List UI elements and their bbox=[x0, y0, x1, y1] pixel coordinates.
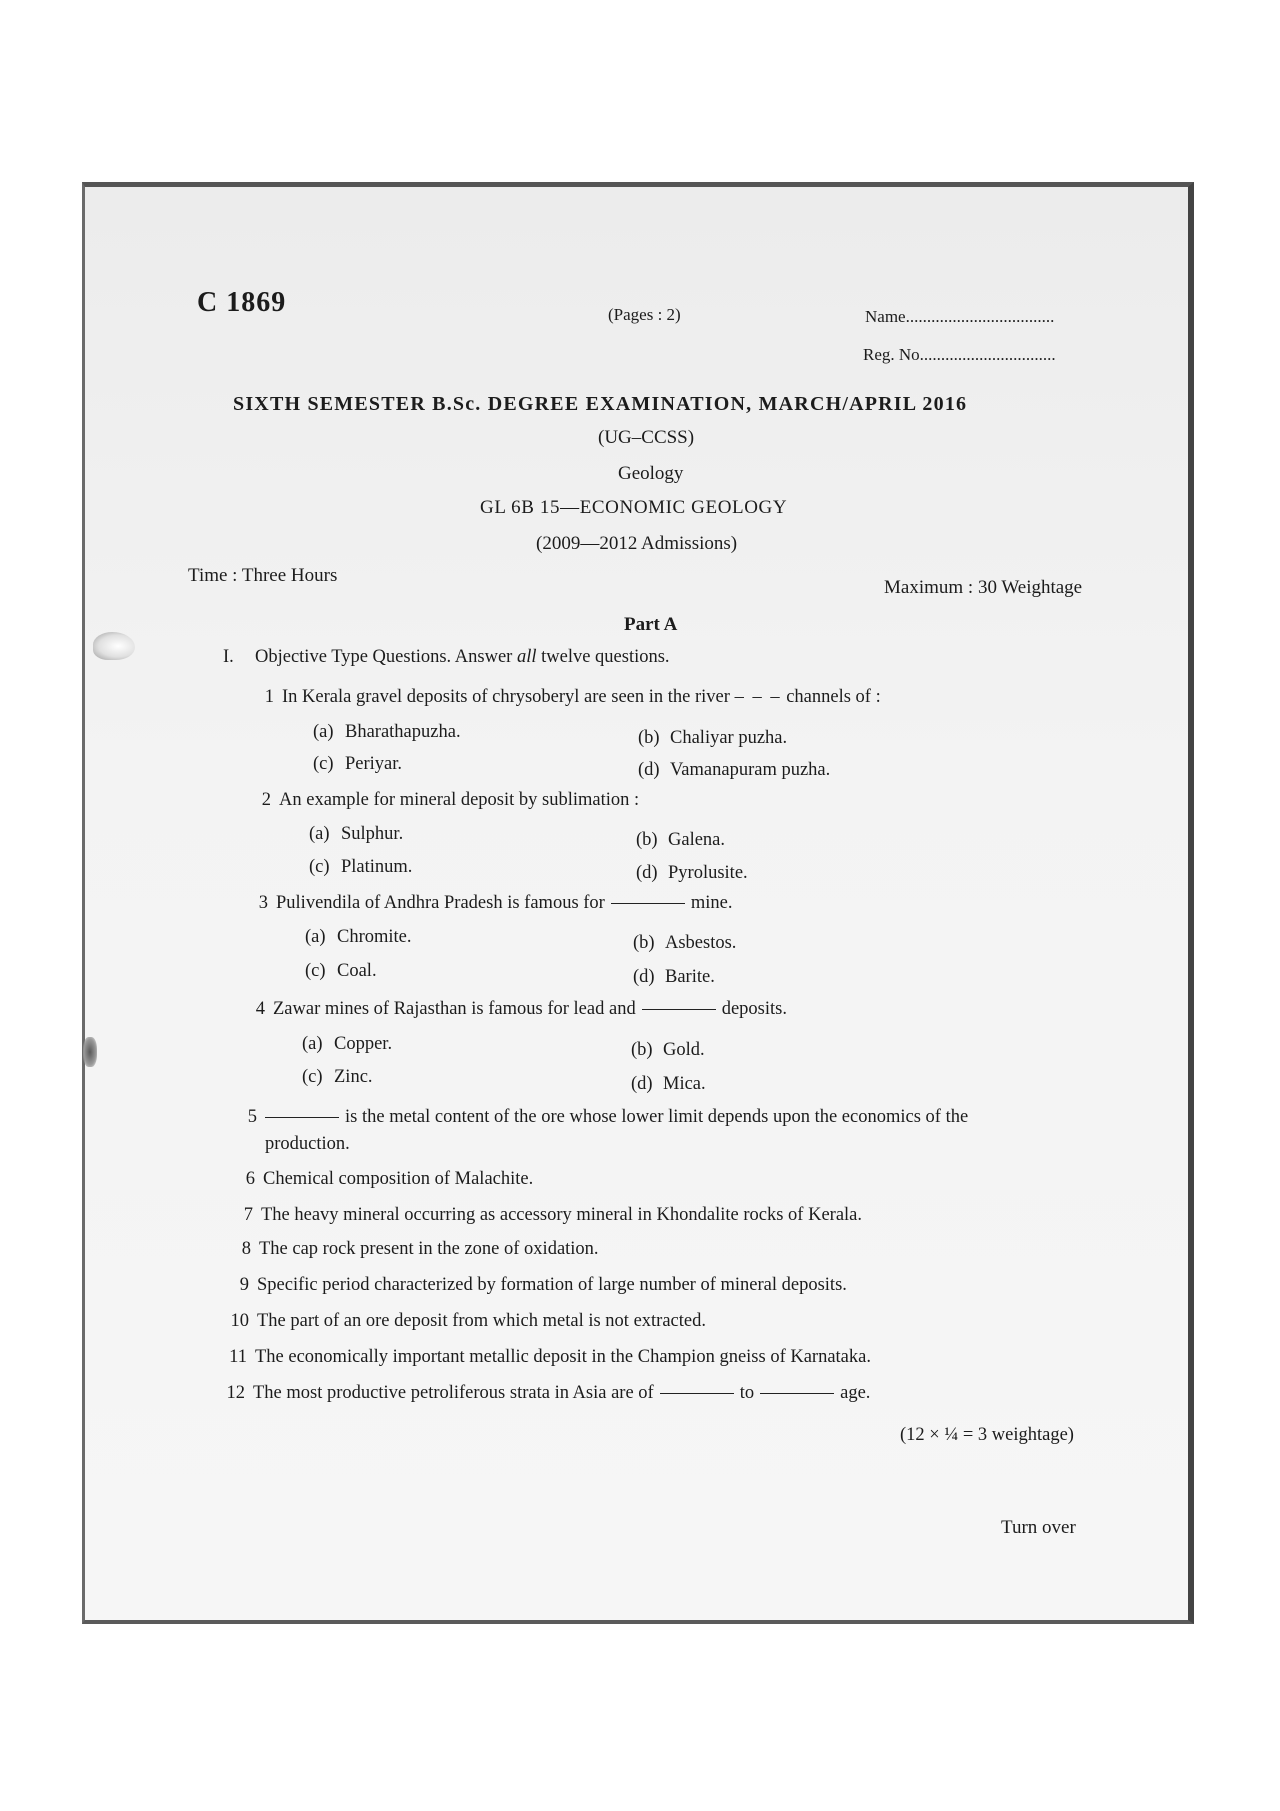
question-number: 2 bbox=[261, 790, 271, 810]
option-label: (b) bbox=[638, 728, 660, 748]
admissions-range: (2009—2012 Admissions) bbox=[536, 533, 738, 554]
option-2c bbox=[309, 857, 412, 878]
option-2b bbox=[636, 830, 725, 851]
instruction-text-end: twelve questions. bbox=[541, 647, 670, 667]
option-3b bbox=[633, 933, 736, 954]
option-label: (c) bbox=[305, 961, 326, 981]
question-blank bbox=[642, 1009, 716, 1010]
question-code: C 1869 bbox=[197, 287, 287, 318]
question-3 bbox=[246, 893, 732, 914]
option-text: Mica. bbox=[663, 1074, 706, 1094]
exam-sheet bbox=[82, 182, 1194, 1624]
question-text: Chemical composition of Malachite. bbox=[263, 1169, 534, 1189]
part-a-heading: Part A bbox=[624, 614, 678, 635]
option-1b bbox=[638, 728, 787, 749]
exam-scheme: (UG–CCSS) bbox=[598, 427, 695, 448]
question-text: The cap rock present in the zone of oxidation. bbox=[259, 1239, 599, 1259]
option-text: Gold. bbox=[663, 1040, 705, 1060]
option-text: Barite. bbox=[665, 967, 715, 987]
question-text-end: mine. bbox=[690, 893, 733, 913]
question-text: Pulivendila of Andhra Pradesh is famous for bbox=[276, 893, 605, 913]
question-9 bbox=[227, 1275, 847, 1296]
question-text: The economically important metallic deposit in the Champion gneiss of Karnataka. bbox=[255, 1347, 871, 1367]
question-number: 3 bbox=[258, 893, 268, 913]
option-1c bbox=[313, 754, 402, 775]
question-text: The heavy mineral occurring as accessory mineral in Khondalite rocks of Kerala. bbox=[261, 1205, 863, 1225]
question-6 bbox=[233, 1169, 533, 1190]
option-3d bbox=[633, 967, 715, 988]
name-field: Name................................... bbox=[865, 307, 1055, 326]
option-label: (d) bbox=[636, 863, 658, 883]
question-12 bbox=[223, 1383, 870, 1404]
question-blank bbox=[265, 1117, 339, 1118]
question-number: 7 bbox=[243, 1205, 253, 1225]
question-text: The most productive petroliferous strata in Asia are of bbox=[253, 1383, 654, 1403]
option-text: Periyar. bbox=[345, 754, 403, 774]
question-text: In Kerala gravel deposits of chrysoberyl are seen in the river bbox=[282, 687, 730, 707]
question-text: Zawar mines of Rajasthan is famous for lead and bbox=[273, 999, 636, 1019]
question-number: 4 bbox=[255, 999, 265, 1019]
option-text: Chromite. bbox=[337, 927, 412, 947]
option-label: (a) bbox=[309, 824, 330, 844]
option-label: (b) bbox=[633, 933, 655, 953]
part-a-instruction bbox=[223, 647, 670, 668]
question-10 bbox=[227, 1311, 706, 1332]
question-text: Specific period characterized by formation of large number of mineral deposits. bbox=[257, 1275, 847, 1295]
question-number: 12 bbox=[226, 1383, 245, 1403]
exam-title: SIXTH SEMESTER B.Sc. DEGREE EXAMINATION, MARCH/APRIL 2016 bbox=[233, 393, 968, 415]
question-text-end: age. bbox=[840, 1383, 871, 1403]
question-text-end: deposits. bbox=[721, 999, 787, 1019]
option-label: (d) bbox=[638, 760, 660, 780]
option-label: (a) bbox=[313, 722, 334, 742]
question-text-mid: to bbox=[739, 1383, 755, 1403]
option-label: (a) bbox=[305, 927, 326, 947]
question-text: is the metal content of the ore whose lower limit depends upon the economics of the bbox=[345, 1107, 969, 1127]
exam-time: Time : Three Hours bbox=[188, 565, 338, 586]
question-blank: – – – bbox=[734, 687, 782, 707]
edge-ink-mark bbox=[83, 1037, 97, 1067]
question-number: 10 bbox=[230, 1311, 249, 1331]
punch-hole-mark bbox=[93, 632, 135, 660]
option-4a bbox=[302, 1034, 392, 1055]
weightage-note: (12 × ¼ = 3 weightage) bbox=[900, 1425, 1074, 1445]
option-text: Bharathapuzha. bbox=[345, 722, 461, 742]
option-2a bbox=[309, 824, 403, 845]
option-label: (a) bbox=[302, 1034, 323, 1054]
instruction-emphasis: all bbox=[516, 647, 537, 667]
reg-no-field: Reg. No................................ bbox=[863, 345, 1056, 364]
paper-title: GL 6B 15—ECONOMIC GEOLOGY bbox=[480, 497, 788, 518]
option-text: Galena. bbox=[668, 830, 726, 850]
question-5 bbox=[235, 1107, 968, 1128]
question-blank bbox=[760, 1393, 834, 1394]
pages-count: (Pages : 2) bbox=[608, 305, 681, 324]
instruction-text: Objective Type Questions. Answer bbox=[255, 647, 513, 667]
option-4c bbox=[302, 1067, 373, 1088]
option-text: Vamanapuram puzha. bbox=[670, 760, 831, 780]
question-text-end: channels of : bbox=[786, 687, 881, 707]
option-label: (b) bbox=[636, 830, 658, 850]
question-5-continuation: production. bbox=[265, 1134, 350, 1154]
question-number: 9 bbox=[239, 1275, 249, 1295]
exam-subject: Geology bbox=[618, 463, 684, 484]
option-3a bbox=[305, 927, 412, 948]
question-number: 8 bbox=[241, 1239, 251, 1259]
option-1a bbox=[313, 722, 461, 743]
option-2d bbox=[636, 863, 748, 884]
question-blank bbox=[660, 1393, 734, 1394]
question-2 bbox=[249, 790, 639, 811]
question-number: 1 bbox=[264, 687, 274, 707]
instruction-number: I. bbox=[223, 647, 234, 667]
turn-over-note: Turn over bbox=[1001, 1517, 1076, 1538]
option-4b bbox=[631, 1040, 705, 1061]
option-label: (c) bbox=[313, 754, 334, 774]
question-number: 11 bbox=[229, 1347, 247, 1367]
option-4d bbox=[631, 1074, 706, 1095]
option-label: (d) bbox=[631, 1074, 653, 1094]
option-label: (c) bbox=[309, 857, 330, 877]
option-text: Asbestos. bbox=[665, 933, 737, 953]
question-number: 5 bbox=[247, 1107, 257, 1127]
question-7 bbox=[231, 1205, 862, 1226]
option-1d bbox=[638, 760, 830, 781]
option-text: Coal. bbox=[337, 961, 377, 981]
option-label: (c) bbox=[302, 1067, 323, 1087]
question-4 bbox=[243, 999, 787, 1020]
question-blank bbox=[611, 903, 685, 904]
question-text: The part of an ore deposit from which metal is not extracted. bbox=[257, 1311, 706, 1331]
option-text: Chaliyar puzha. bbox=[670, 728, 788, 748]
option-label: (b) bbox=[631, 1040, 653, 1060]
option-text: Zinc. bbox=[334, 1067, 373, 1087]
exam-maximum: Maximum : 30 Weightage bbox=[884, 577, 1083, 598]
question-number: 6 bbox=[245, 1169, 255, 1189]
option-text: Copper. bbox=[334, 1034, 393, 1054]
option-text: Sulphur. bbox=[341, 824, 404, 844]
question-1 bbox=[252, 687, 881, 708]
question-11 bbox=[225, 1347, 871, 1368]
option-label: (d) bbox=[633, 967, 655, 987]
option-text: Pyrolusite. bbox=[668, 863, 748, 883]
question-8 bbox=[229, 1239, 599, 1260]
option-3c bbox=[305, 961, 377, 982]
option-text: Platinum. bbox=[341, 857, 413, 877]
question-text: An example for mineral deposit by sublimation : bbox=[279, 790, 640, 810]
